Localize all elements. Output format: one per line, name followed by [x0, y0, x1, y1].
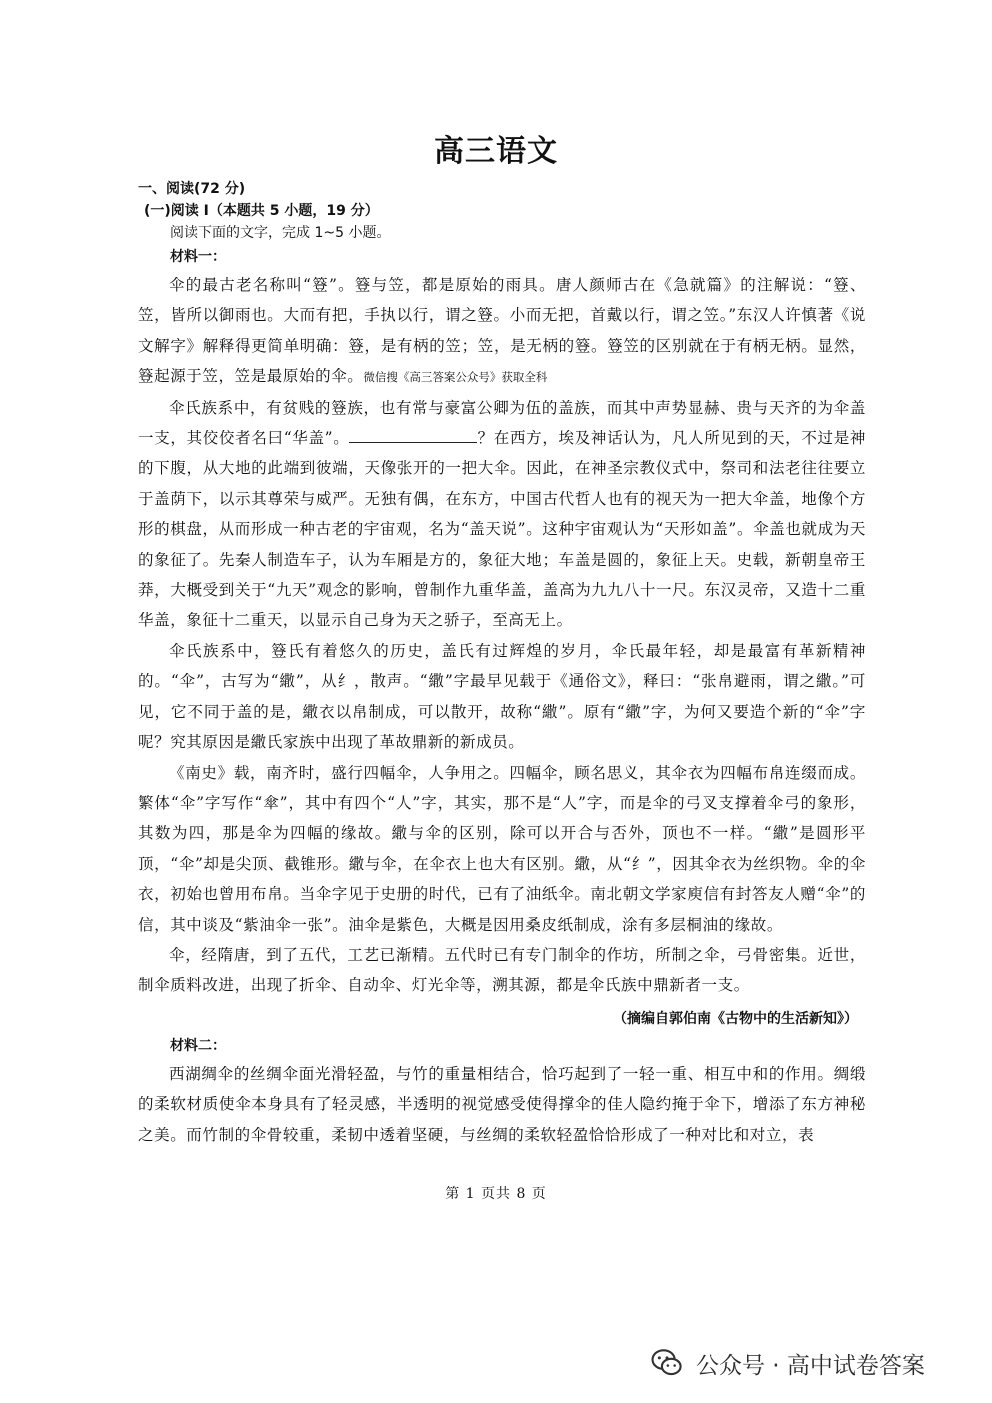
reading-content [138, 178, 866, 1150]
paragraph-2-text-b: ？在西方，埃及神话认为，凡人所见到的天，不过是神的下腹，从大地的此端到彼端，天像张开的一把大伞。因此，在神圣宗教仪式中，祭司和法老往往要立于盖荫下，以示其尊荣与威严。无独有偶，在东方，中国古代哲人也有的视天为一把大伞盖，地像个方形的棋盘，从而形成一种古老的宇宙观，名为“盖天说”。这种宇宙观认为“天形如盖”。伞盖也就成为天的象征了。先秦人制造车子，认为车厢是方的，象征大地；车盖是圆的，象征上天。史载，新朝皇帝王莽，大概受到关于“九天”观念的影响，曾制作九重华盖，盖高为九九八十一尺。东汉灵帝，又造十二重华盖，象征十二重天，以显示自己身为天之骄子，至高无上。 [138, 429, 866, 630]
page-title: 高三语文 [434, 134, 558, 169]
material-two-label: 材料二： [170, 1037, 226, 1054]
subsection-heading: (一)阅读 I（本题共 5 小题，19 分） [144, 203, 379, 219]
paragraph-2 [138, 393, 866, 636]
paragraph-3: 伞氏族系中，簦氏有着悠久的历史，盖氏有过辉煌的岁月，伞氏最年轻，却是最富有革新精神的。“伞”，古写为“繖”，从纟，散声。“繖”字最早见载于《通俗文》，释曰：“张帛避雨，谓之繖。”可见，它不同于盖的是，繖衣以帛制成，可以散开，故称“繖”。原有“繖”字，为何又要造个新的“伞”字呢？究其原因是繖氏家族中出现了革故鼎新的新成员。 [138, 641, 866, 752]
paragraph-1-text: 伞的最古老名称叫“簦”。簦与笠，都是原始的雨具。唐人颜师古在《急就篇》的注解说：“簦、笠，皆所以御雨也。大而有把，手执以行，谓之簦。小而无把，首戴以行，谓之笠。”东汉人许慎著《说文解字》解释得更简单明确：簦，是有柄的笠；笠，是无柄的簦。簦笠的区别就在于有柄无柄。显然，簦起源于笠，笠是最原始的伞。 [138, 276, 866, 386]
source-citation: （摘编自郭伯南《古物中的生活新知》） [613, 1010, 858, 1027]
material-one-label: 材料一： [170, 249, 226, 265]
inline-promo-note: 微信搜《高三答案公众号》获取全科 [363, 370, 548, 385]
paragraph-1 [138, 270, 866, 393]
page-number: 第 1 页共 8 页 [445, 1186, 547, 1202]
instruction-text: 阅读下面的文字，完成 1~5 小题。 [170, 225, 391, 241]
watermark [650, 1346, 925, 1380]
paragraph-2-text-a: 伞氏族系中，有贫贱的簦族，也有常与豪富公卿为伍的盖族，而其中声势显赫、贵与天齐的为伞盖一支，其佼佼者名曰“华盖”。 [138, 398, 866, 448]
watermark-text: 公众号 · 高中试卷答案 [696, 1352, 925, 1379]
paragraph-5: 伞，经隋唐，到了五代，工艺已渐精。五代时已有专门制伞的作坊，所制之伞，弓骨密集。近世，制伞质料改进，出现了折伞、自动伞、灯光伞等，溯其源，都是伞氏族中鼎新者一支。 [138, 945, 866, 995]
paragraph-4: 《南史》载，南齐时，盛行四幅伞，人争用之。四幅伞，顾名思义，其伞衣为四幅布帛连缀而成。繁体“伞”字写作“傘”，其中有四个“人”字，其实，那不是“人”字，而是伞的弓叉支撑着伞弓的象形，其数为四，那是伞为四幅的缘故。繖与伞的区别，除可以开合与否外，顶也不一样。“繖”是圆形平顶，“伞”却是尖顶、截锥形。繖与伞，在伞衣上也大有区别。繖，从“纟”，因其伞衣为丝织物。伞的伞衣，初始也曾用布帛。当伞字见于史册的时代，已有了油纸伞。南北朝文学家庾信有封答友人赠“伞”的信，其中谈及“紫油伞一张”。油伞是紫色，大概是因用桑皮纸制成，涂有多层桐油的缘故。 [138, 763, 866, 934]
fill-in-blank [349, 428, 477, 443]
paragraph-6: 西湖绸伞的丝绸伞面光滑轻盈，与竹的重量相结合，恰巧起到了一轻一重、相互中和的作用。绸缎的柔软材质使伞本身具有了轻灵感，半透明的视觉感受使得撑伞的佳人隐约掩于伞下，增添了东方神秘之美。而竹制的伞骨较重，柔韧中透着坚硬，与丝绸的柔软轻盈恰恰形成了一种对比和对立，表 [138, 1064, 866, 1144]
wechat-icon [650, 1346, 684, 1380]
section-heading: 一、阅读(72 分) [138, 181, 246, 197]
